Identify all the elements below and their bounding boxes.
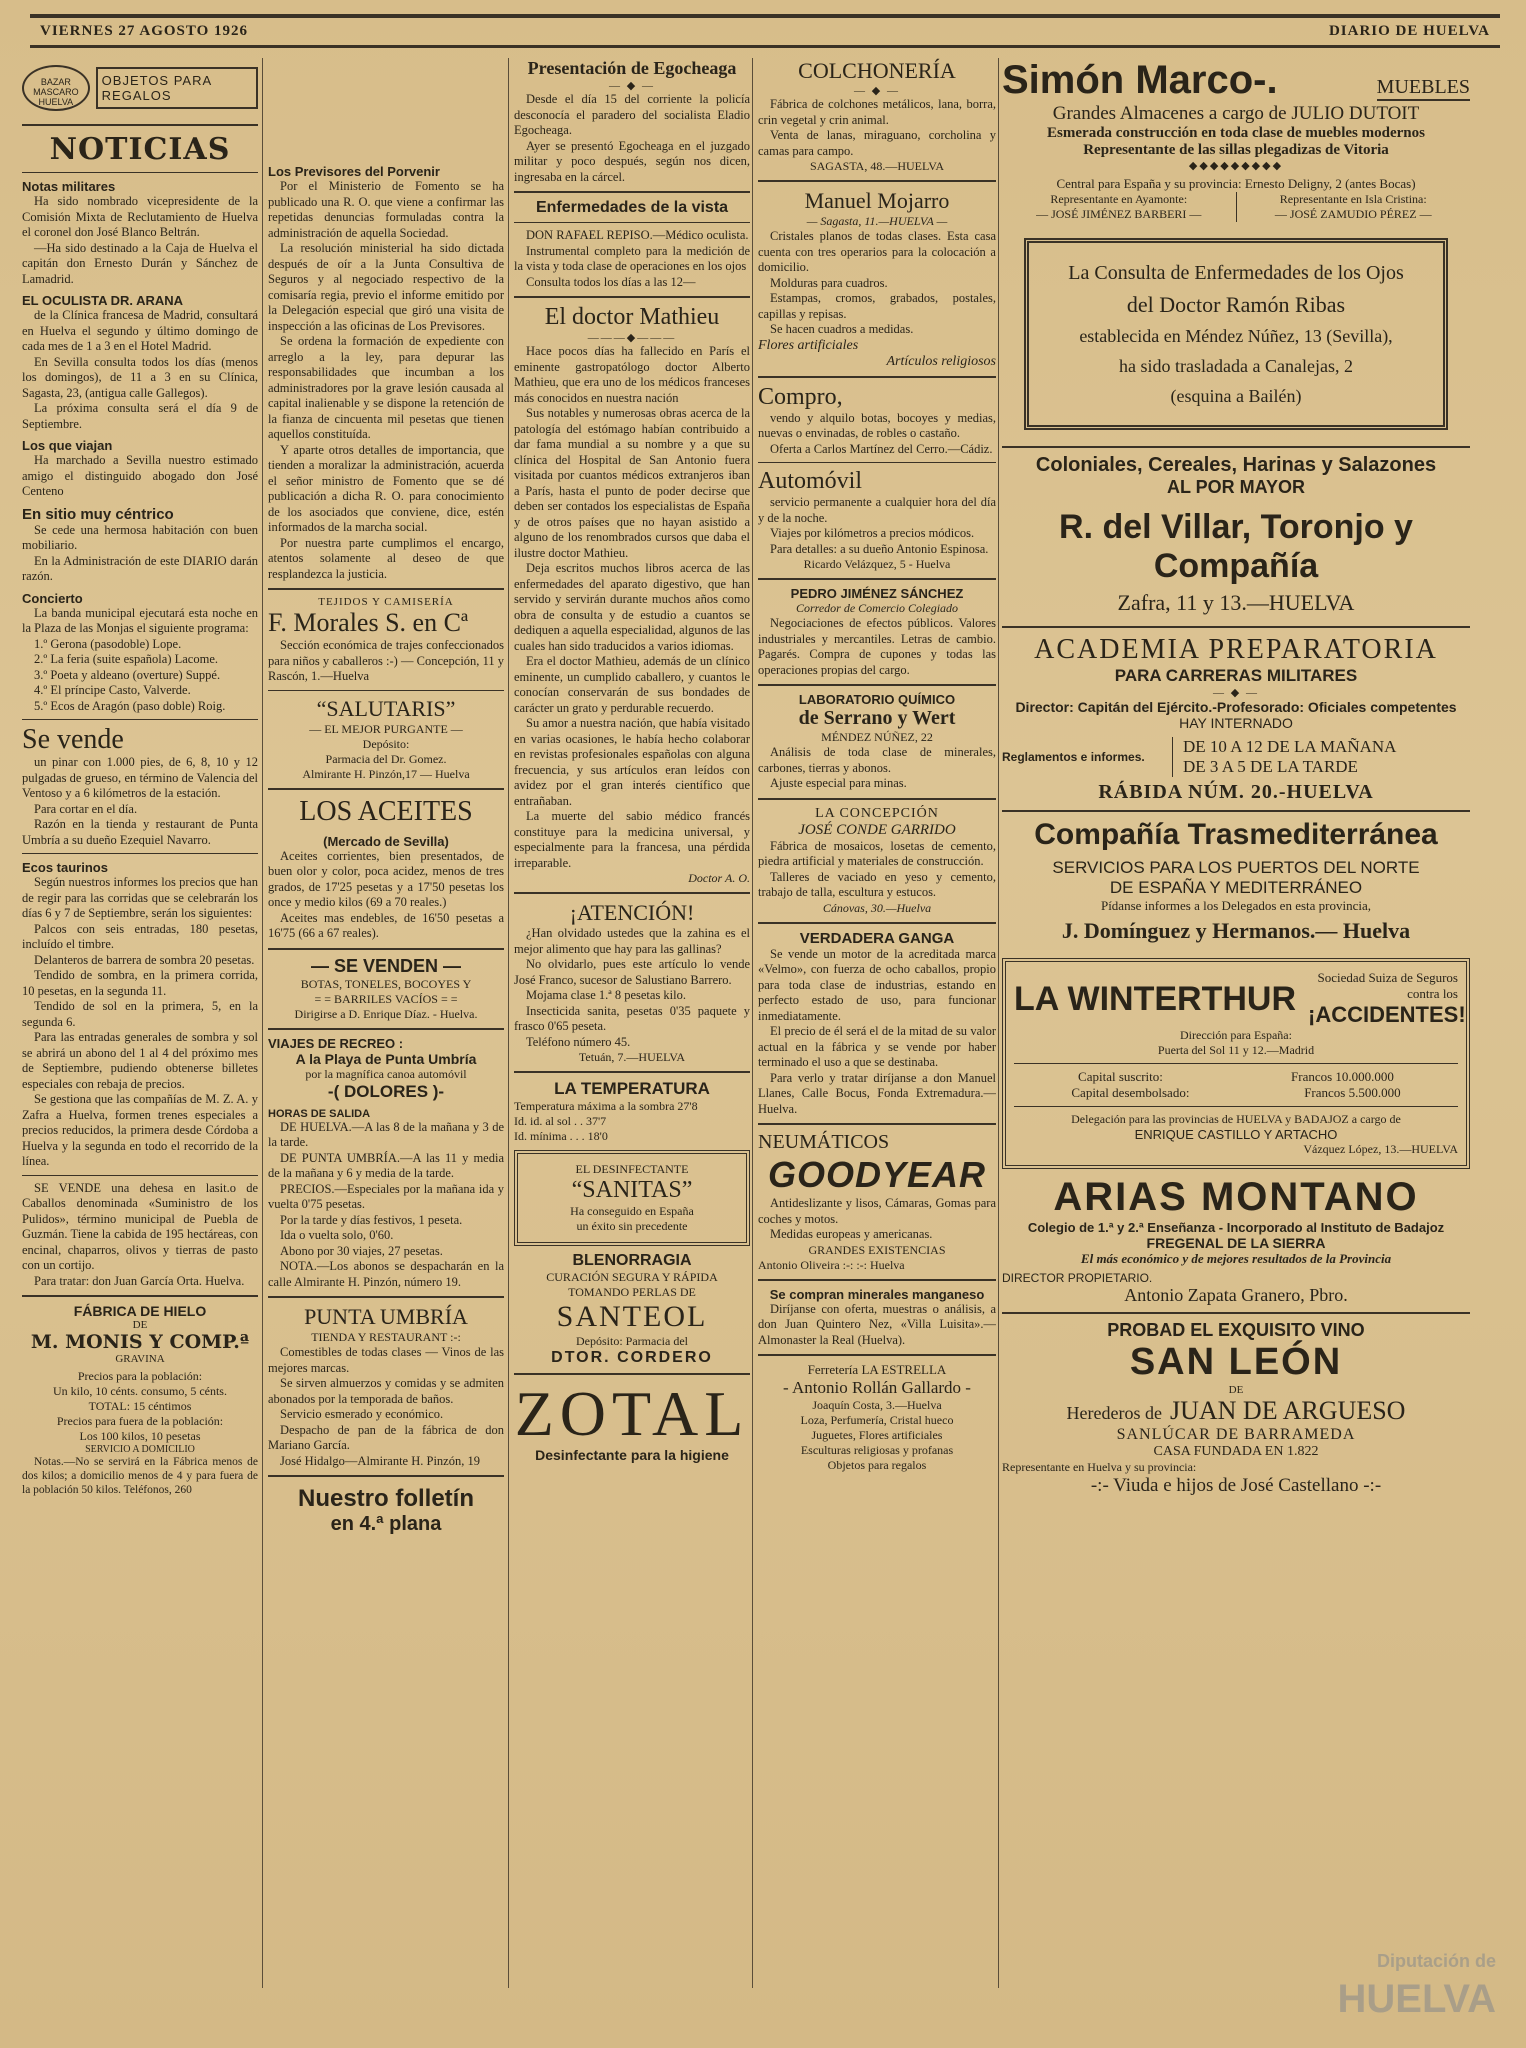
leon-castellano: -:- Viuda e hijos de José Castellano -:- (1090, 1475, 1382, 1496)
trasmediterranea-line-3: Pídanse informes a los Delegados en esta provincia, (1100, 898, 1372, 913)
concepcion-text-1: Fábrica de mosaicos, losetas de cemento, piedra artificial y materiales de construcción. (758, 838, 996, 868)
vista-text-2: Instrumental completo para la medición de la vista y toda clase de operaciones en los ojos (514, 243, 750, 273)
dehesa-text: SE VENDE una dehesa en lasit.o de Caballos denominada «Suministro de los Pulidos», término municipal de Puebla de Guzmán. Tiene la cabida de 195 hectáreas, con encinal, chaparros, olivos y tierras de pasto con un cortijo. (22, 1180, 258, 1272)
punta-title: PUNTA UMBRÍA (304, 1304, 468, 1329)
academia-subtitle: PARA CARRERAS MILITARES (1114, 666, 1358, 685)
colchoneria-heading: COLCHONERÍA (798, 58, 956, 83)
neumaticos-heading: NEUMÁTICOS (758, 1131, 890, 1153)
centrico-text-1: Se cede una hermosa habitación con buen mobiliario. (22, 522, 258, 552)
recreo-title: VIAJES DE RECREO : (268, 1035, 404, 1051)
santeol-deposito: Depósito: Parmacia del (576, 1334, 688, 1348)
punta-text-4: Despacho de pan de la fábrica de don Mariano García. (268, 1422, 504, 1452)
automovil-address: Ricardo Velázquez, 5 - Huelva (803, 557, 951, 571)
winterthur-delegado: ENRIQUE CASTILLO Y ARTACHO (1134, 1127, 1338, 1142)
column-5: Simón Marco-. MUEBLES Grandes Almacenes a cargo de JULIO DUTOIT Esmerada construcción en toda clase de muebles modernos Representante de las sillas plegadizas de Vitoria ◆◆◆◆◆◆◆◆◆ Central para España y su provincia: Ernesto Deligny, 2 (antes Bocas) Representante en Ayamonte: — JOSÉ JIMÉNEZ BARBERI — Representante en Isla Cristina: — JOSÉ ZAMUDIO PÉREZ — La Consulta de Enfermedades de los Ojos del Doctor Ramón Ribas establecida en Méndez Núñez, 13 (Sevilla), ha sido trasladada a Canalejas, 2 (esquina a Bailén) Coloniales, Cereales, Harinas y Salazones AL POR MAYOR R. del Villar, Toronjo y Compañía Zafra, 11 y 13.—HUELVA ACADEMIA PREPARATORIA PARA CARRERAS MILITARES — ◆ — Director: Capitán del Ejército.-Profesorado: Oficiales competentes HAY INTERNADO Reglamentos e informes. DE 10 A 12 DE LA MAÑANA DE 3 A 5 DE LA TARDE RÁBIDA NÚM. 20.-HUELVA Compañía Trasmediterránea SERVICIOS PARA LOS PUERTOS DEL NORTE DE ESPAÑA Y MEDITERRÁNEO Pídanse informes a los Delegados en esta provincia, J. Domínguez y Hermanos.— Huelva LA WINTERTHUR Sociedad Suiza de Seguros contra los ¡ACCIDENTES! Dirección para España: Puerta del Sol 11 y 12.—Madrid Capital suscrito: Francos 10.000.000 Capital desembolsado: Francos 5.500.000 Delegación para las provincias de HUELVA y BADAJOZ a cargo de ENRIQUE CASTILLO Y ARTACHO Vázquez López, 13.—HUELVA ARIAS MONTANO Colegio de 1.ª y 2.ª Enseñanza - Incorporado al Instituto de Badajoz FREGENAL DE LA SIERRA El más económico y de mejores resultados de la Provincia DIRECTOR PROPIETARIO. Antonio Zapata Granero, Pbro. PROBAD EL EXQUISITO VINO SAN LEÓN DE Herederos de JUAN DE ARGUESO SANLÚCAR DE BARRAMEDA CASA FUNDADA EN 1.822 Representante en Huelva y su provincia: -:- Viuda e hijos de José Castellano -:- (1002, 58, 1470, 1496)
mathieu-signature: Doctor A. O. (688, 871, 750, 885)
winterthur-delegacion: Delegación para las provincias de HUELVA y BADAJOZ a cargo de (1071, 1112, 1401, 1126)
arias-director-label: DIRECTOR PROPIETARIO. (1002, 1271, 1153, 1285)
folletin-subtitle: en 4.ª plana (330, 1513, 442, 1535)
folletin-title: Nuestro folletín (297, 1485, 474, 1512)
mojarro-religiosos: Artículos religiosos (886, 353, 996, 369)
ferreteria-line-2: Juguetes, Flores artificiales (811, 1428, 943, 1442)
villar-line-2: AL POR MAYOR (1166, 477, 1306, 497)
sevende-text-2: Para cortar en el día. (34, 801, 138, 816)
santeol-title: SANTEOL (556, 1300, 708, 1333)
watermark-line-1: Diputación de (1376, 1951, 1496, 1971)
arias-line-1: Colegio de 1.ª y 2.ª Enseñanza - Incorporado al Instituto de Badajoz (1027, 1220, 1445, 1235)
laboratorio-text-1: Análisis de toda clase de minerales, carbones, tierras y abonos. (758, 745, 996, 775)
mathieu-text-6: La muerte del sabio médico francés constituye para la medicina universal, y especialmente para la francesa, una pérdida irreparable. (514, 809, 750, 870)
taurinos-text-6: Para las entradas generales de sombra y sol se abrirá un abono del 1 al 4 del próximo mes de Septiembre, pudiendo obtenerse billetes especiales con rebaja de precios. (22, 1030, 258, 1091)
simon-ayamonte-label: Representante en Ayamonte: (1050, 192, 1188, 206)
atencion-text-1: ¿Han olvidado ustedes que la zahina es el mejor alimento que hay para las gallinas? (514, 926, 750, 956)
winterthur-direccion: Dirección para España: (1180, 1028, 1292, 1042)
venden-title: — SE VENDEN — (310, 955, 462, 976)
hielo-de: DE (132, 1319, 148, 1331)
leon-sanlucar: SANLÚCAR DE BARRAMEDA (1116, 1426, 1356, 1443)
hielo-total: TOTAL: 15 céntimos (88, 1399, 192, 1413)
concepcion-heading: LA CONCEPCIÓN (815, 805, 939, 821)
column-2 (268, 58, 504, 1536)
salutaris-address: Almirante H. Pinzón,17 — Huelva (302, 766, 470, 781)
regalos-ad (22, 58, 258, 118)
sanitas-ad (514, 1150, 750, 1246)
aceites-text-2: Aceites mas endebles, de 16'50 pesetas a 16'75 (66 a 67 reales). (268, 910, 504, 940)
vista-heading: Enfermedades de la vista (535, 199, 729, 216)
laboratorio-name: de Serrano y Wert (798, 707, 956, 729)
arias-director-name: Antonio Zapata Granero, Pbro. (1124, 1285, 1348, 1305)
academia-manana: DE 10 A 12 DE LA MAÑANA (1183, 737, 1397, 756)
leon-title: SAN LEÓN (1129, 1341, 1343, 1383)
sevende-heading: Se vende (22, 724, 124, 755)
sanitas-line-1: Ha conseguido en España (570, 1204, 694, 1218)
laboratorio-text-2: Ajuste especial para minas. (770, 776, 907, 790)
colchoneria-address: SAGASTA, 48.—HUELVA (809, 159, 945, 173)
hielo-kilo: Un kilo, 10 cénts. consumo, 5 cénts. (53, 1384, 227, 1398)
winterthur-ad (1002, 958, 1470, 1169)
previsores-heading: Los Previsores del Porvenir (268, 164, 440, 179)
neumaticos-existencias: GRANDES EXISTENCIAS (808, 1242, 946, 1257)
academia-title: ACADEMIA PREPARATORIA (1034, 634, 1438, 665)
trasmediterranea-line-2: DE ESPAÑA Y MEDITERRÁNEO (1109, 878, 1363, 897)
leon-herederos (1002, 1396, 1470, 1426)
zotal-title: ZOTAL (514, 1378, 750, 1449)
salutaris-farmacia: Parmacia del Dr. Gomez. (325, 751, 447, 766)
hielo-precios-fuera: Precios para fuera de la población: (56, 1414, 224, 1428)
winterthur-title: LA WINTERTHUR (1014, 979, 1297, 1018)
simon-ayamonte-name: — JOSÉ JIMÉNEZ BARBERI — (1036, 207, 1202, 221)
ribas-line-4: ha sido trasladada a Canalejas, 2 (1119, 356, 1353, 376)
oculista-text-1: de la Clínica francesa de Madrid, consultará en Huelva el segundo y último domingo de cada mes de 1 a 3 en el Hotel Madrid. (22, 308, 258, 353)
atencion-text-5: Teléfono número 45. (526, 1034, 631, 1049)
pedro-text: Negociaciones de efectos públicos. Valores industriales y mercantiles. Letras de cambio. Pagarés. Compra de cupones y todas las operaciones propias del cargo. (758, 616, 996, 677)
leon-line-1: PROBAD EL EXQUISITO VINO (1107, 1320, 1365, 1340)
mojarro-text-2: Molduras para cuadros. (770, 275, 888, 290)
leon-representante: Representante en Huelva y su provincia: (1002, 1460, 1197, 1474)
temperatura-sol: Id. id. al sol . . 37'7 (514, 1114, 607, 1128)
simon-title: Simón Marco-. (1002, 58, 1278, 102)
dehesa-contact: Para tratar: don Juan García Orta. Huelva. (34, 1273, 245, 1288)
archive-watermark (1337, 1942, 1496, 2021)
morales-text: Sección económica de trajes confeccionados para niños y caballeros :-) — Concepción, 11 y Rascón, 1.—Huelva (268, 638, 504, 683)
column-3: Presentación de Egocheaga — ◆ — Desde el día 15 del corriente la policía desconocía el paradero del socialista Eladio Egocheaga. Ayer se presentó Egocheaga en el juzgado militar y poco después, según nos dicen, ingresaba en la cárcel. Enfermedades de la vista DON RAFAEL REPISO.—Médico oculista. Instrumental completo para la medición de la vista y toda clase de operaciones en los ojos Consulta todos los días a las 12— El doctor Mathieu ———◆——— Hace pocos días ha fallecido en París el eminente gastropatólogo doctor Alberto Mathieu, que era uno de los médicos franceses más conocidos en nuestra nación Sus notables y numerosas obras acerca de la patología del estómago habían contribuido a dar fama mundial a su nombre y a que su clínica del Hospital de San Antonio fuera visitada por cuantos médicos extranjeros iban a París, hasta el punto de poder decirse que deben ser contados los especialistas de España y de otros países que no hayan asistido a alguno de los renombrados cursos que daba el ilustre doctor Mathieu. Deja escritos muchos libros acerca de las enfermedades del aparato digestivo, que han servido y servirán durante muchos años como obra de consulta y de estudio a cuantos se dediquen a aquella especialidad, algunos de las cuales han sido traducidos a varios idiomas. Era el doctor Mathieu, además de un clínico eminente, un cumplido caballero, y cuantos le conocían conservarán de sus bondades de carácter un grato y perdurable recuerdo. Su amor a nuestra nación, que había visitado en varias ocasiones, le había hecho colaborar en revistas profesionales españolas con alguna frecuencia, y sus artículos eran leídos con avidez por el gran interés científico que entrañaban. La muerte del sabio médico francés constituye para la medicina universal, y especialmente para la francesa, una pérdida irreparable. Doctor A. O. ¡ATENCIÓN! ¿Han olvidado ustedes que la zahina es el mejor alimento que hay para las gallinas? No olvidarlo, pues este artículo lo vende José Franco, sucesor de Salustiano Barrero. Mojama clase 1.ª 8 pesetas kilo. Insecticida sanita, pesetas 0'35 paquete y frasco 0'65 peseta. Teléfono número 45. Tetuán, 7.—HUELVA LA TEMPERATURA Temperatura máxima a la sombra 27'8 Id. id. al sol . . 37'7 Id. mínima . . . 18'0 EL DESINFECTANTE “SANITAS” Ha conseguido en España un éxito sin precedente BLENORRAGIA CURACIÓN SEGURA Y RÁPIDA TOMANDO PERLAS DE SANTEOL Depósito: Parmacia del DTOR. CORDERO ZOTAL Desinfectante para la higiene (514, 58, 750, 1463)
taurinos-text-1: Según nuestros informes los precios que han de regir para las corridas que se celebrarán los días 6 y 7 de Septiembre, serán los siguientes: (22, 875, 258, 920)
egocheaga-text-1: Desde el día 15 del corriente la policía desconocía el paradero del socialista Eladio Egocheaga. (514, 92, 750, 137)
mojarro-text-4: Se hacen cuadros a medidas. (770, 322, 914, 336)
oculista-text-3: La próxima consulta será el día 9 de Septiembre. (22, 401, 258, 431)
atencion-text-2: No olvidarlo, pues este artículo lo vende José Franco, sucesor de Salustiano Barrero. (514, 957, 750, 987)
automovil-heading: Automóvil (758, 468, 863, 494)
compro-text-2: Oferta a Carlos Martínez del Cerro.—Cádiz. (770, 441, 993, 456)
hielo-company: M. MONIS Y COMP.ª (30, 1331, 250, 1353)
blenorragia-line-2: TOMANDO PERLAS DE (568, 1285, 696, 1299)
leon-herederos-label: Herederos de (1066, 1403, 1162, 1423)
centrico-text-2: En la Administración de este DIARIO darán razón. (22, 553, 258, 583)
trasmediterranea-line-1: SERVICIOS PARA LOS PUERTOS DEL NORTE (1052, 858, 1420, 877)
villar-line-1: Coloniales, Cereales, Harinas y Salazones (1035, 454, 1437, 476)
noticias-title: NOTICIAS (49, 132, 231, 167)
ferreteria-line-3: Esculturas religiosas y profanas (800, 1443, 954, 1457)
vista-text-3: Consulta todos los días a las 12— (526, 274, 696, 289)
programa-2: 2.º La feria (suite española) Lacome. (34, 652, 218, 666)
ganga-heading: VERDADERA GANGA (799, 929, 955, 947)
punta-text-5: José Hidalgo—Almirante H. Pinzón, 19 (280, 1453, 480, 1468)
recreo-text-6: Abono por 30 viajes, 27 pesetas. (280, 1243, 443, 1258)
venden-contact: Dirigirse a D. Enrique Díaz. - Huelva. (294, 1006, 478, 1021)
recreo-subtitle: A la Playa de Punta Umbría (295, 1050, 477, 1067)
previsores-text-5: Por nuestra parte cumplimos el encargo, atentos solamente al deseo de que resplandezca la justicia. (268, 535, 504, 581)
temperatura-heading: LA TEMPERATURA (554, 1079, 710, 1098)
punta-text-3: Servicio esmerado y económico. (280, 1407, 444, 1421)
aceites-subtitle: (Mercado de Sevilla) (323, 833, 449, 849)
colchoneria-text-1: Fábrica de colchones metálicos, lana, borra, crin vegetal y crin animal. (758, 97, 996, 127)
winterthur-accidentes: ¡ACCIDENTES! (1308, 1002, 1466, 1027)
oculista-text-2: En Sevilla consulta todos los días (menos los domingos), de 11 a 3 en su Clínica, Sagasta, 23, (antigua calle Gallegos). (22, 354, 258, 400)
temperatura-min: Id. mínima . . . 18'0 (514, 1129, 608, 1143)
recreo-canoa: por la magnífica canoa automóvil (305, 1066, 467, 1081)
neumaticos-text-1: Antideslizante y lisos, Cámaras, Gomas para coches y motos. (758, 1196, 996, 1226)
ribas-line-1: La Consulta de Enfermedades de los Ojos (1068, 262, 1404, 284)
goodyear-logo: GOODYEAR (767, 1154, 987, 1195)
sevende-text-1: un pinar con 1.000 pies, de 6, 8, 10 y 12 pulgadas de grueso, en término de Valencia del Ventoso y a 6 kilómetros de la estación. (22, 755, 258, 800)
ferreteria-address: Joaquín Costa, 3.—Huelva (812, 1398, 942, 1412)
taurinos-text-7: Se gestiona que las compañías de M. Z. A. y Zafra a Huelva, formen trenes especiales a precios reducidos, la primera desde Córdoba a Huelva y la segunda en todo el recorrido de la línea. (22, 1092, 258, 1168)
mathieu-text-5: Su amor a nuestra nación, que había visitado en varias ocasiones, le había hecho colaborar en revistas profesionales españolas con alguna frecuencia, y sus artículos eran leídos con avidez por el gran interés científico que entrañaban. (514, 716, 750, 808)
militares-text-2: —Ha sido destinado a la Caja de Huelva el capitán don Ernesto Durán y Sánchez de Lamadrid. (22, 240, 258, 286)
recreo-dolores: -( DOLORES )- (327, 1081, 445, 1101)
vista-text-1: DON RAFAEL REPISO.—Médico oculista. (526, 228, 749, 242)
programa-5: 5.º Ecos de Aragón (paso doble) Roig. (34, 698, 226, 713)
academia-horario (1002, 737, 1470, 777)
automovil-text-1: servicio permanente a cualquier hora del día y de la noche. (758, 495, 996, 525)
ferreteria-line-1: Loza, Perfumería, Cristal hueco (800, 1413, 954, 1427)
punta-subtitle: TIENDA Y RESTAURANT :-: (311, 1330, 461, 1344)
simon-isla-name: — JOSÉ ZAMUDIO PÉREZ — (1274, 207, 1432, 221)
programa-3: 3.º Poeta y aldeano (overture) Suppé. (34, 667, 221, 682)
winterthur-address: Vázquez López, 13.—HUELVA (1303, 1142, 1458, 1156)
mojarro-heading: Manuel Mojarro (804, 188, 950, 213)
winterthur-capital-label: Capital suscrito: (1078, 1069, 1163, 1084)
concepcion-address: Cánovas, 30.—Huelva (822, 900, 932, 915)
atencion-text-4: Insecticida sanita, pesetas 0'35 paquete y frasco 0'65 peseta. (514, 1003, 750, 1033)
simon-line-2: Esmerada construcción en toda clase de muebles modernos (1047, 125, 1425, 141)
concierto-text: La banda municipal ejecutará esta noche en la Plaza de las Monjas el siguiente programa: (22, 605, 258, 635)
manganeso-heading: Se compran minerales manganeso (769, 1286, 985, 1302)
oculista-heading: EL OCULISTA DR. ARANA (22, 293, 184, 308)
trasmediterranea-title: Compañía Trasmediterránea (1034, 818, 1438, 851)
aceites-text-1: Aceites corrientes, bien presentados, de buen olor y color, poca acidez, menos de tres grados, de 17'25 pesetas y a 17'50 pesetas los once y medio kilos (69 a 70 reales.) (268, 848, 504, 909)
salutaris-deposito: Depósito: (362, 736, 410, 751)
punta-text-2: Se sirven almuerzos y comidas y se admiten abonados por la temporada de baños. (268, 1376, 504, 1406)
pedro-subtitle: Corredor de Comercio Colegiado (795, 601, 959, 615)
winterthur-desembolsado-label: Capital desembolsado: (1071, 1085, 1190, 1100)
header-date: VIERNES 27 AGOSTO 1926 (40, 23, 249, 39)
taurinos-text-2: Palcos con seis entradas, 180 pesetas, incluído el timbre. (22, 921, 258, 951)
simon-header (1002, 58, 1470, 103)
programa-4: 4.º El príncipe Casto, Valverde. (34, 683, 191, 697)
santeol-cordero: DTOR. CORDERO (551, 1349, 713, 1366)
taurinos-heading: Ecos taurinos (22, 860, 108, 875)
simon-central: Central para España y su provincia: Ernesto Deligny, 2 (antes Bocas) (1056, 176, 1416, 191)
leon-fundada: CASA FUNDADA EN 1.822 (1153, 1444, 1319, 1459)
academia-address: RÁBIDA NÚM. 20.-HUELVA (1098, 781, 1374, 803)
previsores-text-3: Se ordena la formación de expediente con arreglo a la ley, para depurar las responsabilidades que incumban a los administradores por la grave lesión causada al capital inalienable y se dispone la retención de la fianza de cincuenta mil pesetas que tienen aquellos constituída. (268, 334, 504, 441)
punta-text-1: Comestibles de todas clases — Vinos de las mejores marcas. (268, 1345, 504, 1375)
winterthur-direccion-address: Puerta del Sol 11 y 12.—Madrid (1157, 1043, 1315, 1057)
laboratorio-heading: LABORATORIO QUÍMICO (798, 692, 956, 707)
ribas-line-2: del Doctor Ramón Ribas (1126, 292, 1346, 317)
villar-title: R. del Villar, Toronjo y Compañía (1059, 508, 1413, 585)
villar-address: Zafra, 11 y 13.—HUELVA (1117, 590, 1355, 615)
laboratorio-address: MÉNDEZ NÚÑEZ, 22 (821, 730, 933, 744)
automovil-text-3: Para detalles: a su dueño Antonio Espinosa. (770, 541, 989, 556)
neumaticos-contact: Antonio Oliveira :-: :-: Huelva (758, 1257, 905, 1272)
concepcion-text-2: Talleres de vaciado en yeso y cemento, trabajo de talla, escultura y estucos. (758, 869, 996, 899)
egocheaga-heading: Presentación de Egocheaga (527, 58, 737, 78)
neumaticos-text-2: Medidas europeas y americanas. (770, 1227, 933, 1241)
ribas-ad (1024, 238, 1448, 430)
concierto-heading: Concierto (22, 590, 83, 606)
bazar-logo: BAZAR MASCARO HUELVA (22, 65, 90, 111)
hielo-title: FÁBRICA DE HIELO (73, 1303, 207, 1319)
recreo-text-3: PRECIOS.—Especiales por la mañana ida y vuelta 0'75 pesetas. (268, 1181, 504, 1211)
atencion-address: Tetuán, 7.—HUELVA (578, 1050, 686, 1064)
mathieu-text-3: Deja escritos muchos libros acerca de las enfermedades del aparato digestivo, que han servido y servirán durante muchos años como obra de consulta y de estudio a cuantos se dediquen a aquella especialidad, algunos de las cuales han sido traducidos a varios idiomas. (514, 561, 750, 653)
morales-tag: TEJIDOS Y CAMISERÍA (318, 596, 454, 608)
recreo-text-5: Ida o vuelta solo, 0'60. (280, 1228, 394, 1242)
sevende-text-3: Razón en la tienda y restaurant de Punta Umbría a su dueño Ezequiel Navarro. (22, 817, 258, 847)
salutaris-title: “SALUTARIS” (316, 695, 456, 721)
sanitas-line-2: un éxito sin precedente (576, 1219, 688, 1233)
recreo-text-2: DE PUNTA UMBRÍA.—A las 11 y media de la mañana y 6 y media de la tarde. (268, 1150, 504, 1180)
leon-argueso: JUAN DE ARGUESO (1169, 1396, 1406, 1425)
blenorragia-title: BLENORRAGIA (572, 1252, 692, 1269)
mathieu-heading: El doctor Mathieu (544, 304, 720, 330)
militares-heading: Notas militares (22, 179, 116, 194)
viajan-heading: Los que viajan (22, 438, 113, 453)
sanitas-title: “SANITAS” (571, 1177, 693, 1203)
ganga-text-2: El precio de él será el de la mitad de su valor actual en la fábrica y se vende por haber terminado el uso a que se destinaba. (758, 1024, 996, 1069)
temperatura-max: Temperatura máxima a la sombra 27'8 (514, 1099, 698, 1113)
regalos-title: OBJETOS PARA REGALOS (96, 67, 258, 109)
academia-director: Director: Capitán del Ejército.-Profesorado: Oficiales competentes (1015, 699, 1457, 715)
academia-internado: HAY INTERNADO (1179, 715, 1293, 731)
winterthur-capital-value: Francos 10.000.000 (1291, 1069, 1394, 1084)
mojarro-flores: Flores artificiales (758, 337, 859, 353)
winterthur-sociedad: Sociedad Suiza de Seguros contra los (1317, 970, 1458, 1001)
masthead-bar (30, 14, 1500, 48)
hielo-100-kilos: Los 100 kilos, 10 pesetas (79, 1429, 201, 1443)
arias-title: ARIAS MONTANO (1053, 1175, 1419, 1219)
concepcion-name: JOSÉ CONDE GARRIDO (798, 821, 956, 838)
taurinos-text-3: Delanteros de barrera de sombra 20 pesetas. (34, 952, 255, 967)
simon-line-3: Representante de las sillas plegadizas de Vitoria (1083, 142, 1389, 158)
ganga-text-1: Se vende un motor de la acreditada marca «Velmo», con fuerza de ocho caballos, propio para toda clase de industrias, estando en perfecto estado de uso, para funcionar inmediatamente. (758, 946, 996, 1023)
hielo-precios: Precios para la población: (77, 1369, 203, 1383)
mojarro-text-3: Estampas, cromos, grabados, postales, capillas y repisas. (758, 291, 996, 321)
mathieu-text-1: Hace pocos días ha fallecido en París el eminente gastropatólogo doctor Alberto Mathieu, que era uno de los médicos franceses más conocidos en nuestra nación (514, 344, 750, 405)
simon-muebles: MUEBLES (1377, 76, 1470, 101)
atencion-text-3: Mojama clase 1.ª 8 pesetas kilo. (526, 988, 687, 1002)
mathieu-text-4: Era el doctor Mathieu, además de un clínico eminente, un cumplido caballero, y cuantos le conocían conservarán de sus bondades de carácter un grato y perdurable recuerdo. (514, 654, 750, 715)
venden-line-1: BOTAS, TONELES, BOCOYES Y (300, 976, 472, 991)
ganga-text-3: Para verlo y tratar diríjanse a don Manuel Llanes, Calle Bocus, Fonda Extremadura.—Huelva. (758, 1070, 996, 1116)
taurinos-text-5: Tendido de sol en la primera, 5, en la segunda 6. (22, 999, 258, 1029)
colchoneria-text-2: Venta de lanas, miraguano, corcholina y camas para campo. (758, 128, 996, 158)
academia-reglamentos: Reglamentos e informes. (1002, 750, 1145, 764)
ferreteria-line-4: Objetos para regalos (827, 1458, 927, 1472)
recreo-text-1: DE HUELVA.—A las 8 de la mañana y 3 de la tarde. (268, 1119, 504, 1149)
hielo-gravina: GRAVINA (115, 1353, 165, 1365)
compro-heading: Compro, (758, 383, 843, 410)
taurinos-text-4: Tendido de sombra, en la primera corrida, 10 pesetas, en la segunda 11. (22, 968, 258, 998)
header-title: DIARIO DE HUELVA (1328, 23, 1490, 39)
atencion-heading: ¡ATENCIÓN! (569, 900, 695, 925)
simon-representantes (1002, 192, 1470, 222)
previsores-text-2: La resolución ministerial ha sido dictada después de oír a la Junta Consultiva de Seguros y al negociado respectivo de la comisaría regia, previo el informe emitido por la Delegación especial que giró una visita de inspección a las oficinas de Los Previsores. (268, 241, 504, 333)
ribas-line-3: establecida en Méndez Núñez, 13 (Sevilla), (1079, 326, 1393, 346)
watermark-line-2: HUELVA (1337, 1977, 1496, 2021)
compro-text-1: vendo y alquilo botas, bocoyes y medias, nuevas o envinadas, de robles o castaño. (758, 410, 996, 440)
mojarro-address: — Sagasta, 11.—HUELVA — (806, 214, 948, 228)
zotal-subtitle: Desinfectante para la higiene (535, 1447, 729, 1463)
sanitas-tag: EL DESINFECTANTE (575, 1162, 689, 1176)
morales-title: F. Morales S. en Cª (268, 608, 469, 637)
automovil-text-2: Viajes por kilómetros a precios módicos. (770, 526, 975, 540)
mojarro-text-1: Cristales planos de todas clases. Esta casa cuenta con tres operarios para la colocación a domicilio. (758, 229, 996, 274)
programa-1: 1.º Gerona (pasodoble) Lope. (34, 636, 182, 651)
mathieu-text-2: Sus notables y numerosas obras acerca de la patología del estómago habían contribuido a dar fama mundial a su nombre y a que su clínica del Hospital de San Antonio fuera visitada por cuantos médicos extranjeros iban a París, hasta el punto de poder decirse que deben ser contados los especialistas de España y de otros países que no hayan asistido a alguno de los renombrados cursos que daba el ilustre doctor Mathieu. (514, 406, 750, 560)
centrico-heading: En sitio muy céntrico (22, 505, 174, 523)
egocheaga-text-2: Ayer se presentó Egocheaga en el juzgado militar y poco después, según nos dicen, ingresaba en la cárcel. (514, 138, 750, 184)
manganeso-text: Diríjanse con oferta, muestras o análisis, a don Juan Quintero Nez, «Villa Luisita».—Almonaster la Real (Huelva). (758, 1301, 996, 1347)
simon-isla-label: Representante en Isla Cristina: (1279, 192, 1427, 206)
hielo-notas: Notas.—No se servirá en la Fábrica menos de dos kilos; a domicilio menos de 4 y para fuera de la población 50 kilos. Teléfonos, 260 (22, 1456, 258, 1496)
academia-tarde: DE 3 A 5 DE LA TARDE (1183, 757, 1358, 776)
previsores-text-1: Por el Ministerio de Fomento se ha publicado una R. O. que viene a confirmar las repetidas denuncias formuladas contra la administración de aquella Sociedad. (268, 179, 504, 240)
aceites-title: LOS ACEITES (299, 795, 473, 827)
ferreteria-heading: Ferretería LA ESTRELLA (807, 1362, 947, 1377)
militares-text-1: Ha sido nombrado vicepresidente de la Comisión Mixta de Reclutamiento de Huelva el coronel don José Blanco Beltrán. (22, 194, 258, 239)
trasmediterranea-contact: J. Domínguez y Hermanos.— Huelva (1061, 918, 1411, 943)
previsores-text-4: Y aparte otros detalles de importancia, que tienden a moralizar la administración, acuerda el señor ministro de Fomento que se dé publicación a dicha R. O. para conocimiento de los asociados que conviene, dice, estén informados de la marcha social. (268, 442, 504, 534)
ferreteria-name: - Antonio Rollán Gallardo - (783, 1378, 971, 1397)
blenorragia-line-1: CURACIÓN SEGURA Y RÁPIDA (546, 1270, 718, 1284)
ribas-line-5: (esquina a Bailén) (1170, 386, 1302, 406)
venden-line-2: = = BARRILES VACÍOS = = (314, 991, 458, 1006)
hielo-domicilio: SERVICIO A DOMICILIO (85, 1444, 195, 1455)
column-4: COLCHONERÍA — ◆ — Fábrica de colchones metálicos, lana, borra, crin vegetal y crin animal. Venta de lanas, miraguano, corcholina y camas para campo. SAGASTA, 48.—HUELVA Manuel Mojarro — Sagasta, 11.—HUELVA — Cristales planos de todas clases. Esta casa cuenta con tres operarios para la colocación a domicilio. Molduras para cuadros. Estampas, cromos, grabados, postales, capillas y repisas. Se hacen cuadros a medidas. Flores artificiales Artículos religiosos Compro, vendo y alquilo botas, bocoyes y medias, nuevas o envinadas, de robles o castaño. Oferta a Carlos Martínez del Cerro.—Cádiz. Automóvil servicio permanente a cualquier hora del día y de la noche. Viajes por kilómetros a precios módicos. Para detalles: a su dueño Antonio Espinosa. Ricardo Velázquez, 5 - Huelva PEDRO JIMÉNEZ SÁNCHEZ Corredor de Comercio Colegiado Negociaciones de efectos públicos. Valores industriales y mercantiles. Letras de cambio. Pagarés. Compra de cupones y todas las operaciones propias del cargo. LABORATORIO QUÍMICO de Serrano y Wert MÉNDEZ NÚÑEZ, 22 Análisis de toda clase de minerales, carbones, tierras y abonos. Ajuste especial para minas. LA CONCEPCIÓN JOSÉ CONDE GARRIDO Fábrica de mosaicos, losetas de cemento, piedra artificial y materiales de construcción. Talleres de vaciado en yeso y cemento, trabajo de talla, escultura y estucos. Cánovas, 30.—Huelva VERDADERA GANGA Se vende un motor de la acreditada marca «Velmo», con fuerza de ocho caballos, propio para toda clase de industrias, estando en perfecto estado de uso, para funcionar inmediatamente. El precio de él será el de la mitad de su valor actual en la fábrica y se vende por haber terminado el uso a que se destinaba. Para verlo y tratar diríjanse a don Manuel Llanes, Calle Bocus, Fonda Extremadura.—Huelva. NEUMÁTICOS GOODYEAR Antideslizante y lisos, Cámaras, Gomas para coches y motos. Medidas europeas y americanas. GRANDES EXISTENCIAS Antonio Oliveira :-: :-: Huelva Se compran minerales manganeso Diríjanse con oferta, muestras o análisis, a don Juan Quintero Nez, «Villa Luisita».—Almonaster la Real (Huelva). Ferretería LA ESTRELLA - Antonio Rollán Gallardo - Joaquín Costa, 3.—Huelva Loza, Perfumería, Cristal hueco Juguetes, Flores artificiales Esculturas religiosas y profanas Objetos para regalos (758, 58, 996, 1472)
arias-line-3: El más económico y de mejores resultados de la Provincia (1080, 1251, 1392, 1266)
column-1 (22, 58, 258, 1497)
recreo-text-7: NOTA.—Los abonos se despacharán en la calle Almirante H. Pinzón, número 19. (268, 1259, 504, 1289)
recreo-horas: HORAS DE SALIDA (268, 1107, 371, 1120)
arias-line-2: FREGENAL DE LA SIERRA (1146, 1235, 1326, 1251)
viajan-text: Ha marchado a Sevilla nuestro estimado amigo el distinguido abogado don José Centeno (22, 453, 258, 498)
recreo-text-4: Por la tarde y días festivos, 1 peseta. (280, 1212, 463, 1227)
simon-line-1: Grandes Almacenes a cargo de JULIO DUTOIT (1052, 103, 1420, 124)
leon-de: DE (1228, 1384, 1244, 1396)
winterthur-desembolsado-value: Francos 5.500.000 (1304, 1085, 1401, 1100)
pedro-heading: PEDRO JIMÉNEZ SÁNCHEZ (790, 586, 964, 601)
salutaris-slogan: — EL MEJOR PURGANTE — (309, 721, 463, 736)
